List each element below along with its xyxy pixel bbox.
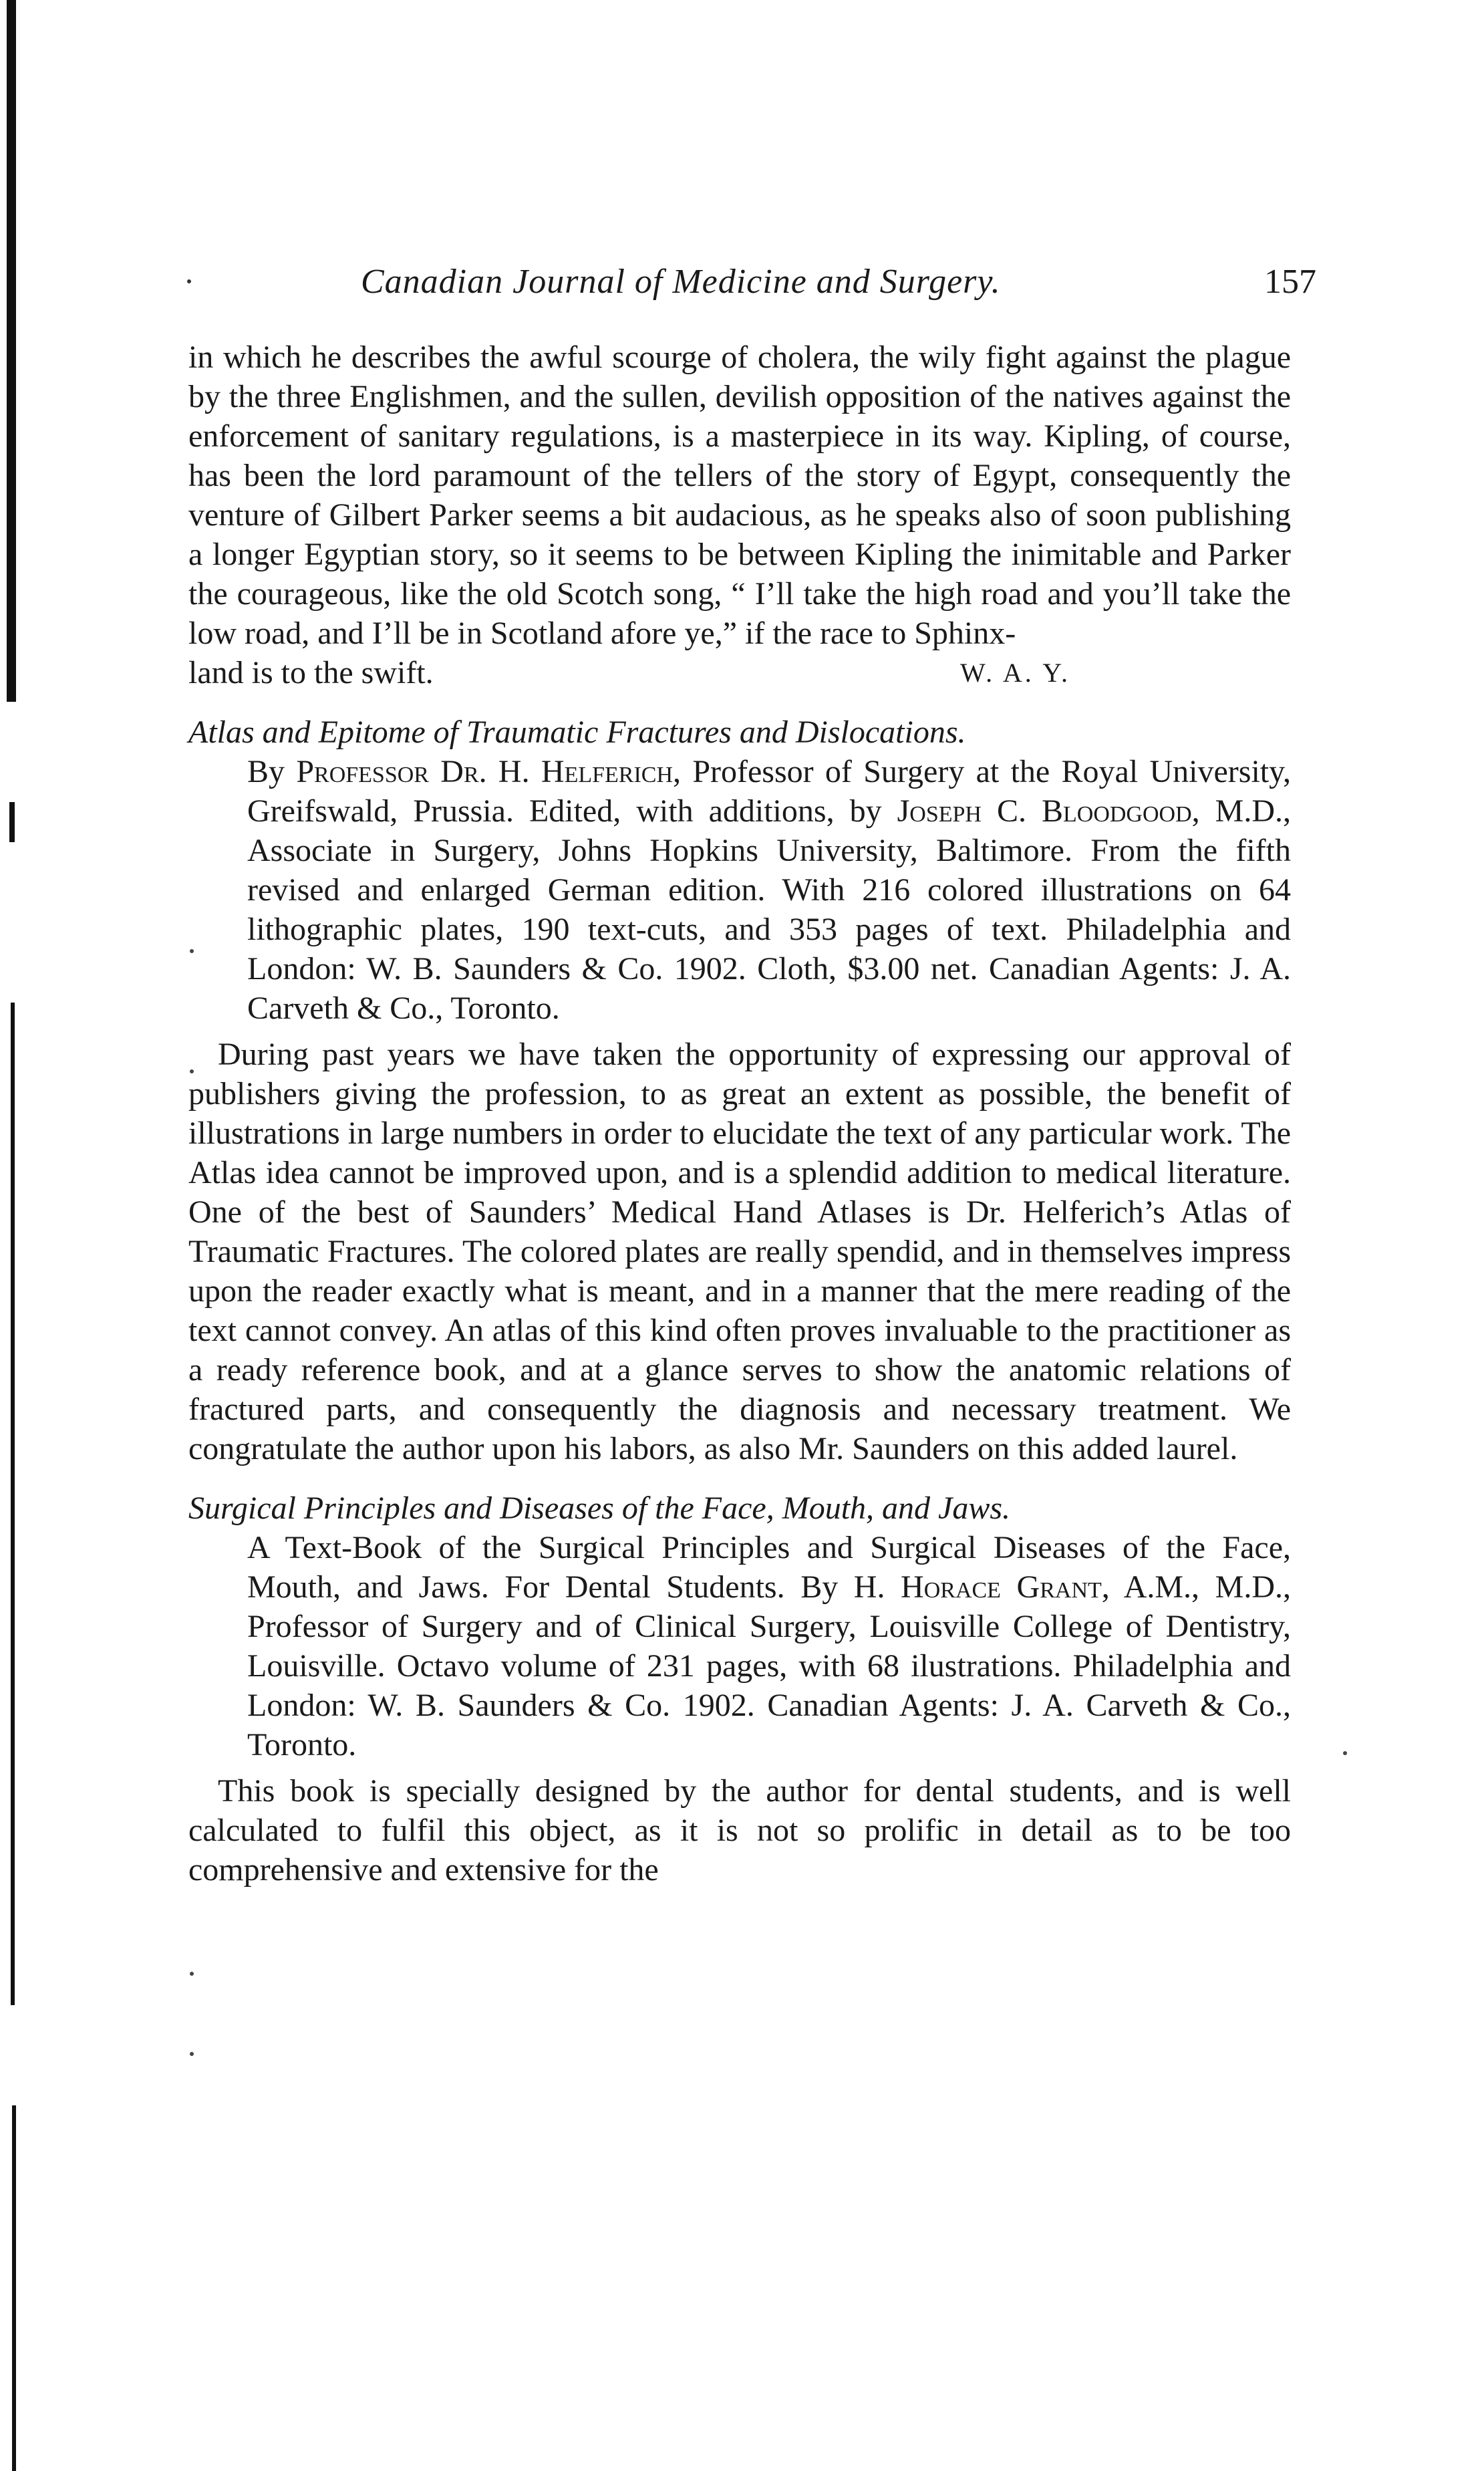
review-paragraph: During past years we have taken the opportunity of expressing our approval of publishers giving the profession, to as great an extent as possible, the benefit of illustrations in large numbers in order to elucidate the text of any particular work. The Atlas idea cannot be improved upon, and is a splendid addition to medical literature. One of the best of Saunders’ Medical Hand Atlases is Dr. Helferich’s Atlas of Traumatic Fractures. The colored plates are really spendid, and in themselves impress upon the reader exactly what is meant, and in a manner that the mere reading of the text cannot convey. An atlas of this kind often proves invaluable to the practitioner as a ready reference book, and at a glance serves to show the anatomic relations of fractured parts, and consequently the diagnosis and necessary treatment. We congratulate the author upon his labors, as also Mr. Saunders on this added laurel. — [188, 1037, 1291, 1466]
margin-dot — [1343, 1751, 1347, 1755]
details-text: M.D., Associate in Surgery, Johns Hopkins University, Baltimore. From the fifth revised and enlarged German edition. With 216 colored illustrations on 64 lithographic plates, 190 text-cuts, and 353 pages of text. Philadelphia and London: W. B. Saunders & Co. 1902. Cloth, $3.00 net. Canadian Agents: J. A. Carveth & Co., Toronto. — [247, 793, 1292, 1026]
signature-line — [188, 653, 1291, 692]
margin-dot — [190, 1069, 194, 1073]
binding-shadow — [7, 0, 16, 702]
continuation-paragraph: in which he describes the awful scourge of cholera, the wily fight against the plague by the three Englishmen, and the sullen, devilish opposition of the natives against the enforcement of sanitary regulations, is a masterpiece in its way. Kipling, of course, has been the lord paramount of the tellers of the story of Egypt, consequently the venture of Gilbert Parker seems a bit audacious, as he speaks also of soon publishing a longer Egyptian story, so it seems to be between Kipling the inimitable and Parker the courageous, like the old Scotch song, “ I’ll take the high road and you’ll take the low road, and I’ll be in Scotland afore ye,” if the race to Sphinx- — [188, 340, 1291, 651]
binding-shadow — [9, 802, 15, 842]
continuation-last-line: land is to the swift. — [188, 655, 434, 690]
margin-dot — [190, 2052, 194, 2056]
binding-edge — [0, 0, 35, 2471]
details-text: Professor of Surgery at the Royal University, Greifswald, Prussia. Edited, with additions, by — [247, 754, 1292, 829]
review-bibliographic-details — [188, 1528, 1291, 1765]
review-paragraph: This book is specially designed by the author for dental students, and is well calculated to fulfil this object, as it is not so prolific in detail as to be too comprehensive and extensive for the — [188, 1773, 1291, 1888]
details-text: A.M., M.D., Professor of Surgery and of Clinical Surgery, Louisville College of Dentistry, Louisville. Octavo volume of 231 pages, with 68 ilustrations. Philadelphia and London: W. B. Saunders & Co. 1902. Canadian Agents: J. A. Carveth & Co., Toronto. — [247, 1569, 1291, 1763]
author-name: Professor Dr. H. Helferich, — [296, 754, 682, 789]
review-title: Atlas and Epitome of Traumatic Fractures and Dislocations. — [188, 714, 966, 750]
author-name: H. Horace Grant, — [853, 1569, 1110, 1605]
margin-dot — [187, 279, 191, 283]
running-head — [187, 262, 1316, 309]
review-title: Surgical Principles and Diseases of the Face, Mouth, and Jaws. — [188, 1490, 1011, 1526]
binding-shadow — [11, 1003, 15, 2005]
editor-name: Joseph C. Bloodgood, — [897, 793, 1200, 829]
review-bibliographic-details — [188, 752, 1291, 1028]
details-text: A Text-Book of the Surgical Principles and Surgical Diseases of the Face, Mouth, and Jaws. For Dental Students. By — [247, 1530, 1291, 1605]
reviewer-initials: W. A. Y. — [959, 658, 1070, 688]
margin-dot — [190, 1972, 194, 1976]
page-number: 157 — [1264, 263, 1316, 301]
journal-title: Canadian Journal of Medicine and Surgery. — [361, 263, 1001, 301]
binding-shadow — [12, 2105, 16, 2471]
details-text: By — [247, 754, 297, 789]
article-body — [188, 338, 1291, 1890]
margin-dot — [190, 949, 194, 953]
